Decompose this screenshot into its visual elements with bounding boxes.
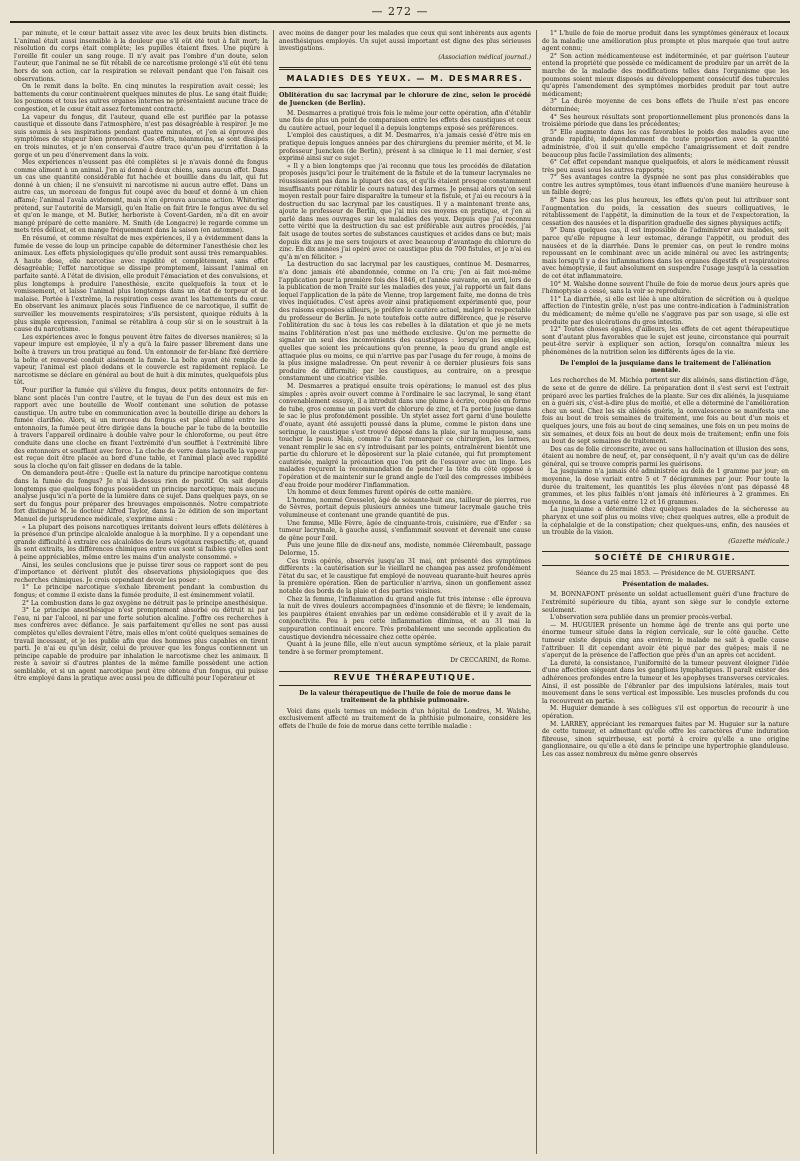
paragraph: Les expériences avec le fongus peuvent être faites de diverses manières; si la vapeur impure est employée, il n'y a qu'à la faire passer librement dans une boîte à travers un trou pratiqué au fond. Un entonnoir de fer-blanc fixé derrière la boîte et renversé conduit aisément la fumée. La boîte ayant été remplie de vapeur, l'animal est placé dedans et le couvercle est rapidement replacé. Le narcotisme se déclare en général au bout de huit à dix minutes, quelquefois plus tôt. bbox=[14, 333, 268, 387]
section-heading: MALADIES DES YEUX. — M. DESMARRES. bbox=[286, 74, 524, 84]
list-item: 8° Dans les cas les plus heureux, les effets qu'on peut lui attribuer sont l'augmentation du poids, la cessation des sueurs colliquatives, le rétablissement de l'appétit, la diminution de la toux et de l'expectoration, la cessation des nausées et la disparition graduelle des signes physiques actifs; bbox=[542, 197, 789, 227]
list-item: 10° M. Walshe donne souvent l'huile de foie de morue deux jours après que l'hémoptysie a cessé, sans la voir se reproduire. bbox=[542, 280, 789, 296]
section-rule bbox=[279, 685, 531, 686]
source-citation: (Association médical journal.) bbox=[438, 53, 531, 61]
paragraph: Puis une jeune fille de dix-neuf ans, modiste, nommée Clérembault, passage Delorme, 15. bbox=[279, 542, 531, 557]
list-item: 9° Dans quelques cas, il est impossible de l'administrer aux malades, soit parce qu'elle répugne à leur estomac, dérange l'appétit, ou produit des nausées et de la diarrhée. Dans le premier cas, on peut le rendre moins repoussant en le combinant avec un acide minéral ou avec les astringents; mais lorsqu'il y a des inflammations dans les organes digestifs et respiratoires avec hémoptysie, il faut absolument en suspendre l'usage jusqu'à la cessation de cet état inflammatoire. bbox=[542, 227, 789, 280]
paragraph: On le remit dans la boîte. En cinq minutes la respiration avait cessé; les battements du cœur continuèrent quelques minutes de plus. Le sang était fluide; les poumons et tous les autres organes internes ne présentaient aucune trace de congestion, et le cœur était assez fortement contracté. bbox=[14, 83, 268, 113]
section-heading: REVUE THÉRAPEUTIQUE. bbox=[333, 672, 477, 682]
quote-paragraph: « Il y a bien longtemps que j'ai reconnu que tous les procédés de dilatation proposés jusqu'ici pour le traitement de la fistule et de la tumeur lacrymales ne réussissaient pas dans la plupart des cas, et qu'ils étaient presque constamment insuffisants pour rétablir le cours naturel des larmes. Je pensai alors qu'on seul moyen restait pour faire disparaître la tumeur et la fistule, et j'ai eu recours à la destruction du sac lacrymal par les caustiques. Il y a maintenant trente ans, ajoute le professeur de Berlin, que j'ai mis ces moyens en pratique, et j'en ai parlé dans mes ouvrages sur les maladies des yeux. Depuis que j'ai reconnu cette vérité que la destruction du sac est préférable aux autres procédés, j'ai fait usage de toutes sortes de substances caustiques et acides dans ce but; mais depuis dix ans je me sers toujours et avec beaucoup d'avantage du chlorure de zinc. En dix années j'ai opéré avec ce caustique plus de 700 fistules, et je n'ai eu qu'à m'en féliciter. » bbox=[279, 162, 531, 261]
column-divider bbox=[536, 30, 537, 1154]
column-2 bbox=[279, 30, 531, 1154]
session-date: Séance du 25 mai 1853. — Présidence de M. GUERSANT. bbox=[575, 570, 756, 578]
list-item: 2° Son action médicamenteuse est indéterminée, et par guérison l'auteur entend la propriété que possède ce médicament de produire par un arrêt de la marche de la maladie des modifications telles dans l'organisme que les poumons soient mieux disposés au développement consécutif des tubercules qu'après l'amendement des symptômes morbides produit par tout autre médicament; bbox=[542, 52, 789, 98]
paragraph: M. LARREY, appréciant les remarques faites par M. Huguier sur la nature de cette tumeur, et admettant qu'elle offre les caractères d'une induration fibreuse, sinon squirrheuse, est porté à croire qu'elle a une origine ganglionnaire, ou qu'elle a été dans le principe une hypertrophie glanduleuse. Les cas assez nombreux du même genre observés bbox=[542, 720, 789, 758]
paragraph: On demandera peut-être : Quelle est la nature du principe narcotique contenu dans la fumée du fongus? Je n'ai là-dessus rien de positif. On sait depuis longtemps que quelques fongus possèdent un principe narcotique; mais aucune analyse jusqu'ici n'a porté de la lumière dans ce sujet. Dans quelques pays, on se sert du fongus pour préparer des breuvages empoisonnés. Notre compatriote fort distingué M. le docteur Alfred Taylor, dans la 2e édition de son important Manuel de jurisprudence médicale, s'exprime ainsi : bbox=[14, 470, 268, 523]
paragraph: Un homme et deux femmes furent opérés de cette manière. bbox=[287, 489, 474, 497]
sub-heading: Présentation de malades. bbox=[622, 581, 709, 588]
paragraph: La jusquiame a déterminé chez quelques malades de la sécheresse au pharynx et une soif plus ou moins vive; chez quelques autres, elle a produit de la céphalalgie et de la constipation; chez quelques-uns, enfin, des nausées et un trouble de la vision. bbox=[542, 506, 789, 537]
paragraph: L'observation sera publiée dans un premier procès-verbal. bbox=[550, 614, 733, 622]
section-rule bbox=[279, 671, 531, 672]
paragraph: M. BONNAFONT présente un soldat actuellement guéri d'une fracture de l'extrémité supérieure du tibia, ayant son siège sur le condyle externe seulement. bbox=[542, 591, 789, 614]
paragraph: L'homme, nommé Gresselot, âgé de soixante-huit ans, tailleur de pierres, rue de Sèvres, portait depuis plusieurs années une tumeur lacrymale gauche très volumineuse et contenant une grande quantité de pus. bbox=[279, 496, 531, 520]
header-rule bbox=[10, 21, 790, 23]
paragraph: avec moins de danger pour les malades que ceux qui sont inhérents aux agents anesthésiques employés. Un sujet aussi important est digne des plus sérieuses investigations. bbox=[279, 30, 531, 53]
paragraph: Les recherches de M. Michéa portent sur dix aliénés, sans distinction d'âge, de sexe et de genre de délire. La préparation dont il s'est servi est l'extrait préparé avec les parties fraîches de la plante. Sur ces dix aliénés, la jusquiame en a guéri six, c'est-à-dire plus de moitié, et elle a déterminé de l'amélioration chez un seul. Chez les six aliénés guéris, la convalescence se manifesta une fois au bout de trois semaines de traitement, une fois au bout d'un mois et quelques jours, une fois au bout de cinq semaines, une fois en un peu moins de six semaines, et deux fois au bout de deux mois de traitement; enfin une fois au bout de sept semaines de traitement. bbox=[542, 377, 789, 446]
paragraph: Une femme, Mlle Fèvre, âgée de cinquante-trois, cuisinière, rue d'Enfer : sa tumeur lacrymale, à gauche aussi, s'enflammait souvent et devenait une cause de gêne pour l'œil. bbox=[279, 519, 531, 542]
paragraph: par minute, et le cœur battait assez vite avec les deux bruits bien distincts. L'animal était aussi insensible à la douleur que s'il eût été tout à fait mort; la résolution du corps était complète; les pupilles étaient fixes. Une piqûre à l'oreille fit couler un sang rouge. Il n'y avait pas l'ombre d'un doute, selon l'auteur, que l'animal ne se fût rétabli de ce narcotisme prolongé s'il eût été tenu hors de son action, car la respiration se relevait pendant que l'on faisait ces observations. bbox=[14, 30, 268, 83]
list-item: 6° Cet effet cependant manque quelquefois, et alors le médicament réussit très peu aussi sous les autres rapports; bbox=[542, 159, 789, 174]
list-item: 1° L'huile de foie de morue produit dans les symptômes généraux et locaux de la maladie une amélioration plus prompte et plus marquée que tout autre agent connu; bbox=[542, 30, 789, 53]
paragraph: Des cas de folie circonscrite, avec ou sans hallucination et illusion des sens, étaient au nombre de neuf, et, par conséquent, il n'y avait qu'un cas de délire général, qui se trouve compris parmi les guérisons. bbox=[542, 445, 789, 468]
section-rule bbox=[542, 565, 789, 566]
article-title: Oblitération du sac lacrymal par le chlorure de zinc, selon le procédé de Juencken (de Berlin). bbox=[279, 92, 531, 107]
column-3 bbox=[542, 30, 789, 1154]
list-item: 12° Toutes choses égales, d'ailleurs, les effets de cet agent thérapeutique sont d'autant plus favorables que le sujet est jeune, circonstance qui pourrait peut-être servir à expliquer son action, lorsqu'on connaîtra mieux les phénomènes de la nutrition selon les différents âges de la vie. bbox=[542, 326, 789, 356]
quote-paragraph: « La plupart des poisons narcotiques irritants doivent leurs effets délétères à la présence d'un principe alcaloïde analogue à la morphine. Il y a cependant une grande difficulté à extraire ces alcaloïdes de leurs végétaux respectifs; et, quand ils sont extraits, les différences chimiques entre eux sont si faibles qu'elles sont à peine appréciables, même entre les mains d'un analyste consommé. » bbox=[14, 523, 268, 561]
paragraph: M. Desmarres a pratiqué ensuite trois opérations; le manuel est des plus simples : après avoir ouvert comme à l'ordinaire le sac lacrymal, le sang étant convenablement essuyé, il a introduit dans une plume à écrire, coupée en forme de tube, gros comme un pois vert de chlorure de zinc, et l'a portée jusque dans le sac le plus profondément possible. Un stylet assez fort garni d'une boulette d'ouate, ayant été assujetti poussé dans la plume, comme le piston dans une seringue, le caustique s'est trouvé déposé dans la plaie, sur la muqueuse, sans toucher la peau. Mais, comme l'a fait remarquer ce chirurgien, les larmes, venant remplir le sac en s'y introduisant par les points, entraînèrent bientôt une partie du chlorure et le déposèrent sur la plaie cutanée, qui fut promptement cautérisée, malgré la précaution que l'on prit de l'essuyer avec un linge. Les malades reçurent la recommandation de pencher la tête du côté opposé à l'opération et de maintenir sur le grand angle de l'œil des compresses imbibées d'eau froide pour modérer l'inflammation. bbox=[279, 382, 531, 489]
paragraph: Ces trois opérés, observés jusqu'au 31 mai, ont présenté des symptômes différents : la cautérisation sur le vieillard ne changea pas assez profondément l'état du sac, et le caustique fut employé de nouveau quarante-huit heures après la première opération. Rien de particulier n'arriva, sinon un gonflement assez notable des bords de la plaie et des parties voisines. bbox=[279, 557, 531, 595]
paragraph: Pour purifier la fumée qui s'élève du fongus, deux petits entonnoirs de fer-blanc sont placés l'un contre l'autre, et le tuyau de l'un des deux est mis en rapport avec une bouteille de Woolf contenant une solution de potasse caustique. Un autre tube en communication avec la bouteille dirige au dehors la fumée clarifiée. Alors, si un morceau du fongus est placé allumé entre les entonnoirs, la fumée peut être dirigée dans la bouche par le tube de la bouteille à travers l'appareil ordinaire à double valve pour le chloroforme, ou peut être conduite dans une cloche en fixant l'extrémité d'un soufflet à l'extrémité libre des entonnoirs et soufflant avec force. La cloche de verre dans laquelle la vapeur est reçue doit être placée au bord d'une table, et l'animal placé avec rapidité sous la cloche qu'on fait glisser en dedans de la table. bbox=[14, 386, 268, 470]
paragraph: 2° La combustion dans le gaz oxygène ne détruit pas le principe anesthésique. bbox=[22, 599, 268, 607]
section-rule bbox=[279, 67, 531, 68]
list-item: 11° La diarrhée, si elle est liée à une altération de sécrétion ou à quelque affection de l'intestin grêle, n'est pas une contre-indication à l'administration du médicament; de même qu'elle ne s'aggrave pas par son usage, si elle est produite par des ulcérations du gros intestin. bbox=[542, 295, 789, 326]
list-item: 4° Ses heureux résultats sont proportionnellement plus prononcés dans la troisième période que dans les précédentes; bbox=[542, 113, 789, 129]
paragraph: Mes expériences n'eussent pas été complètes si je n'avais donné du fongus comme aliment à un animal. J'en ai donné à deux chiens, sans aucun effet. Dans un cas une quantité considérable fut hachée et bouillie dans du lait, qui fut donné à un chien; il ne s'ensuivit ni narcotisme ni aucun autre effet. Dans un autre cas, un morceau de fongus fut coupé avec du bœuf et donné à un chien affamé; l'animal l'avala avidement, mais n'en éprouva aucune action. Whitering prétend, sur l'autorité de Marsigli, qu'en Italie on fait frire le fongus avec du sel et qu'on le mange, et M. Butler, herboriste à Covent-Garden, m'a dit en avoir mangé préparé de cette manière. M. Smith (de Longacre) le regarde comme un mets très délicat, et en mange fréquemment dans la saison (en automne). bbox=[14, 159, 268, 235]
paragraph: Voici dans quels termes un médecin d'un hôpital de Londres, M. Walshe, exclusivement affecté au traitement de la phthisie pulmonaire, considère les effets de l'huile de foie de morue dans cette terrible maladie : bbox=[279, 707, 531, 730]
column-1 bbox=[14, 30, 268, 1154]
list-item: 3° La durée moyenne de ces bons effets de l'huile n'est pas encore déterminée; bbox=[542, 98, 789, 113]
paragraph: 1° Le principe narcotique s'exhale librement pendant la combustion du fongus; et comme il existe dans la fumée produite, il est éminemment volatil. bbox=[14, 584, 268, 599]
paragraph: Quant à la jeune fille, elle n'eut aucun symptôme sérieux, et la plaie parait tendre à se fermer promptement. bbox=[279, 641, 531, 656]
list-item: 7° Ses avantages contre la dyspnée ne sont pas plus considérables que contre les autres symptômes, tous étant influencés d'une manière heureuse à un faible degré; bbox=[542, 174, 789, 197]
article-title: De l'emploi de la jusquiame dans le traitement de l'aliénation mentale. bbox=[559, 359, 772, 374]
paragraph: M. Desmarres a pratiqué trois fois le même jour cette opération, afin d'établir une fois de plus un point de comparaison entre les effets des caustiques et ceux du cautère actuel, pour lequel il a depuis longtemps exposé ses préférences. bbox=[279, 109, 531, 132]
paragraph: En résumé, et comme résultat de mes expériences, il y a évidemment dans la fumée de vesse de loup un principe capable de déterminer l'anesthésie chez les animaux. Les effets physiologiques qu'elle produit sont aussi très remarquables. A haute dose, elle narcotise avec rapidité et complètement, sans effet désagréable; l'effet narcotique se dissipe promptement, laissant l'animal en parfaite santé. A l'état de division, elle produit l'émaciation et des convulsions, et plus longtemps à produire l'anesthésie, excite quelquefois la toux et le vomissement, et laisse l'animal plus longtemps dans un état de torpeur et de malaise. Portée à l'extrême, la respiration cesse avant les battements du cœur. En observant les animaux placés sous l'influence de ce narcotique, il suffit de surveiller les mouvements respiratoires; s'ils persistent, quoique réduits à la plus simple expression, l'animal se rétablira à coup sûr si on le soustrait à la cause du narcotisme. bbox=[14, 235, 268, 334]
column-divider bbox=[273, 30, 274, 1154]
section-rule bbox=[279, 69, 531, 70]
paragraph: La jusquiame n'a jamais été administrée au delà de 1 gramme par jour; en moyenne, la dose variait entre 5 et 7 décigrammes par jour. Pour toute la durée du traitement, les quantités les plus élevées n'ont pas dépassé 48 grammes, et les plus faibles n'ont jamais été inférieures à 2 grammes. En moyenne, la dose a varié entre 12 et 16 grammes. bbox=[542, 468, 789, 506]
paragraph: Ainsi, les seules conclusions que je puisse tirer sous ce rapport sont de peu d'importance et dérivent plutôt des observations physiologiques que des recherches chimiques. Je crois cependant devoir les poser : bbox=[14, 561, 268, 584]
list-item: 5° Elle augmente dans les cas favorables le poids des malades avec une grande rapidité, indépendamment de toute proportion avec la quantité administrée, d'où il suit qu'elle empêche l'amaigrissement et doit rendre beaucoup plus facile l'assimilation des aliments; bbox=[542, 128, 789, 159]
author-signature: Dr CECCARINI, de Rome. bbox=[450, 657, 531, 665]
section-rule bbox=[279, 87, 531, 88]
paragraph: La vapeur du fongus, dit l'auteur, quand elle est purifiée par la potasse caustique et dissoute dans l'atmosphère, n'est pas désagréable à respirer. Je me suis soumis à ses inspirations pendant quatre minutes, et j'en ai éprouvé des symptômes de stupeur bien prononcés. Ces effets, néanmoins, se sont dissipés en trois minutes, et je n'en conservai d'autre trace qu'un peu d'irritation à la gorge et un peu d'énervement dans la voix. bbox=[14, 113, 268, 159]
paragraph: Chez la femme, l'inflammation du grand angle fut très intense : elle éprouva la nuit de vives douleurs accompagnées d'insomnie et de fièvre; le lendemain, les paupières étaient envahies par un œdème considérable et il y avait de la conjonctivite. Peu à peu cette inflammation diminua, et au 31 mai la suppuration continuait encore. Très probablement une seconde application du caustique deviendra nécessaire chez cette opérée. bbox=[279, 595, 531, 641]
section-heading: SOCIÉTÉ DE CHIRURGIE. bbox=[594, 553, 737, 563]
paragraph: La dureté, la consistance, l'uniformité de la tumeur peuvent éloigner l'idée d'une affection siégeant dans les ganglions lymphatiques. Il paraît exister des adhérences profondes entre la tumeur et les apophyses transverses cervicales. Ainsi, il est possible de l'ébranler par des impulsions latérales, mais tout mouvement dans le sens vertical est impossible. Les muscles profonds du cou la recouvrent en partie. bbox=[542, 659, 789, 705]
paragraph: La destruction du sac lacrymal par les caustiques, continue M. Desmarres, n'a donc jamais été abandonnée, comme on l'a cru; j'en ai fait moi-même l'application pour la première fois dès 1846, et l'année suivante, en avril, lors de la publication de mon Traité sur les maladies des yeux, j'ai rapporté un fait dans lequel l'application de la pâte de Vienne, trop largement faite, me donna de très vives inquiétudes. C'est après avoir ainsi pratiquement expérimenté que, pour des raisons exposées ailleurs, je préfère le cautère actuel, malgré le respectable du professeur de Berlin. Je note toutefois cette autre différence, que je réserve l'oblitération du sac à tous les cas rebelles à la dilatation et que je ne mets mains l'oblitération n'est pas une méthode exclusive. Qu'on me permette de signaler un seul des inconvénients des caustiques : lorsqu'on les emploie, quelles que soient les précautions qu'on prenne, la peau du grand angle est attaquée plus ou moins, ce qui n'arrive pas par l'usage du fer rouge, à moins de la plus insigne maladresse. On peut revenir à ce dernier plusieurs fois sans produire de difformité; par les caustiques, au contraire, on a presque constamment une cicatrice visible. bbox=[279, 261, 531, 383]
source-citation: (Gazette médicale.) bbox=[728, 537, 789, 545]
article-title: De la valeur thérapeutique de l'huile de foie de morue dans le traitement de la phthisie pulmonaire. bbox=[299, 689, 511, 705]
paragraph: L'emploi des caustiques, a dit M. Desmarres, n'a jamais cessé d'être mis en pratique depuis longues années par des chirurgiens du premier mérite, et M. le professeur Juencken (de Berlin), présent à sa clinique le 11 mai dernier, s'est exprimé ainsi sur ce sujet : bbox=[279, 132, 531, 163]
paragraph: — M. HUGUIER présente un homme âgé de trente ans qui porte une énorme tumeur située dans la région cervicale, sur le côté gauche. Cette tumeur existe depuis cinq ans environ; le malade ne sait à quelle cause l'attribuer. Il dit cependant avoir été piqué par des guêpes; mais il ne s'aperçut de la présence de l'affection que près d'un an après cet accident. bbox=[542, 621, 789, 660]
paragraph: M. Huguier demande à ses collègues s'il est opportun de recourir à une opération. bbox=[542, 705, 789, 720]
paragraph: 3° Le principe anesthésique n'est promptement absorbé ou détruit ni par l'eau, ni par l'alcool, ni par une forte solution alcaline. J'offre ces recherches à mes confrères avec défiance. Je sais parfaitement qu'elles ne sont pas aussi complètes qu'elles devraient l'être, mais elles m'ont coûté quelques semaines de travail incessant, et je les publie afin que des hommes plus capables en tirent parti. Je n'ai eu qu'un désir, celui de prouver que les fongus contiennent un principe capable de produire par inhalation le narcotisme chez les animaux. Il reste à savoir si d'autres plantes de la même famille possèdent une action semblable, et si un agent narcotique peut être obtenu d'un fongus, qui puisse être employé dans la pratique avec aussi peu de difficulté pour l'opérateur et bbox=[14, 607, 268, 683]
page-number: — 272 — bbox=[371, 5, 429, 18]
